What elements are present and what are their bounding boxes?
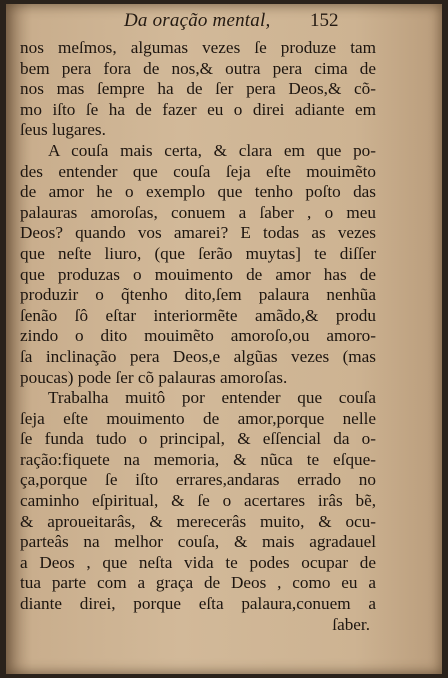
text-line: ſeja eſte mouimento de amor,porque nelle (20, 408, 376, 428)
page-number: 152 (310, 10, 339, 31)
text-line: nos mas ſempre ha de ſer pera Deos,& cõ- (20, 79, 376, 99)
text-line: diante direi, porque eſta palaura,conuem a (20, 594, 376, 614)
text-line: ſeus lugares. (20, 120, 106, 140)
text-line: que produzas o mouimento de amor has de (20, 264, 376, 284)
text-line: ſe funda tudo o principal, & eſſencial da o- (20, 429, 376, 449)
text-line: palauras amoroſas, conuem a ſaber , o meu (20, 202, 376, 222)
text-line: des entender que couſa ſeja eſte mouimẽto (20, 161, 376, 181)
text-line: bem pera fora de nos,& outra pera cima de (20, 58, 376, 78)
text-line: poucas) pode ſer cõ palauras amoroſas. (20, 367, 288, 387)
text-line: mo iſto ſe ha de fazer eu o direi adiante em (20, 99, 376, 119)
text-line: ſa inclinação pera Deos,e algũas vezes (mas (20, 346, 376, 366)
text-line: de amor he o exemplo que tenho poſto das (20, 182, 376, 202)
text-line: caminho eſpiritual, & ſe o acertares irâs bẽ, (20, 491, 376, 511)
book-page (6, 4, 442, 674)
catchword: ſaber. (332, 614, 370, 634)
text-line: a Deos , que neſta vida te podes ocupar de (20, 552, 376, 572)
text-line: tua parte com a graça de Deos , como eu a (20, 573, 376, 593)
text-line: produzir o q̃tenho dito,ſem palaura nenhũa (20, 285, 376, 305)
running-head: Da oração mental, (124, 10, 271, 31)
text-line: zindo o dito mouimẽto amoroſo,ou amoro- (20, 326, 376, 346)
paragraph-start-line: Trabalha muitô por entender que couſa (48, 388, 376, 408)
text-line: ça,porque ſe iſto errares,andaras errado no (20, 470, 376, 490)
paragraph-start-line: A couſa mais certa, & clara em que po- (48, 140, 376, 160)
text-line: & aproueitarâs, & merecerâs muito, & ocu- (20, 511, 376, 531)
text-line: parteâs na melhor couſa, & mais agradauel (20, 532, 376, 552)
text-line: ração:fiquete na memoria, & nũca te eſque- (20, 449, 376, 469)
text-line: Deos? quando vos amarei? E todas as vezes (20, 223, 376, 243)
text-line: que neſte liuro, (que ſerão muytas] te diſſer (20, 243, 376, 263)
body-text (20, 38, 376, 635)
text-line: nos meſmos, algumas vezes ſe produze tam (20, 38, 376, 57)
text-line: ſenão ſô eſtar interiormẽte amãdo,& produ (20, 305, 376, 325)
